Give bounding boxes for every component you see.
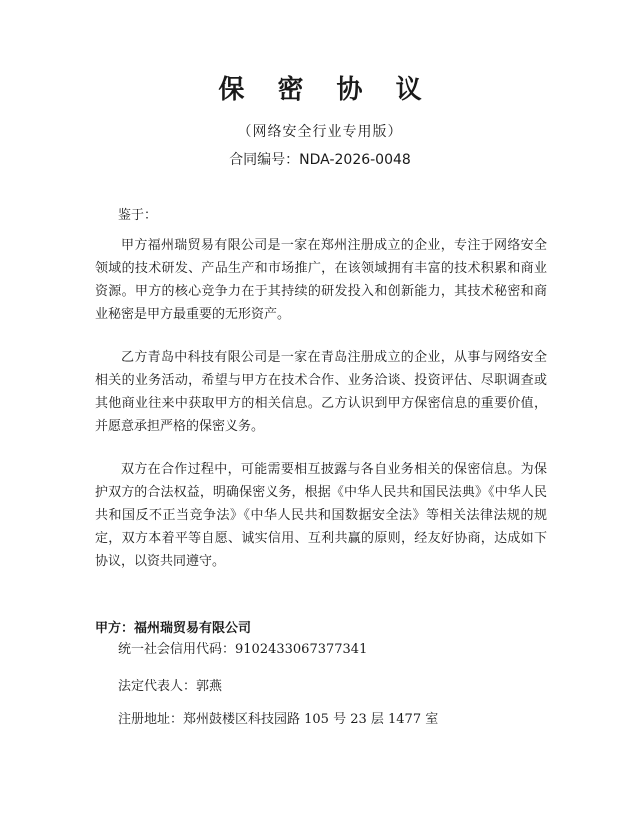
party-a-heading: 甲方：福州瑞贸易有限公司 — [95, 621, 252, 636]
paragraph-party-b-intro: 乙方青岛中科技有限公司是一家在青岛注册成立的企业，从事与网络安全相关的业务活动，希望与甲方在技术合作、业务洽谈、投资评估、尽职调查或其他商业往来中获取甲方的相关信息。乙方认识到甲方保密信息的重要价值，并愿意承担严格的保密义务。 — [95, 350, 547, 434]
party-a-address: 注册地址：郑州鼓楼区科技园路 105 号 23 层 1477 室 — [118, 712, 439, 727]
party-a-credit-code: 统一社会信用代码：9102433067377341 — [118, 642, 368, 657]
paragraph-party-a-intro: 甲方福州瑞贸易有限公司是一家在郑州注册成立的企业，专注于网络安全领域的技术研发、产品生产和市场推广，在该领域拥有丰富的技术积累和商业资源。甲方的核心竞争力在于其持续的研发投入和创新能力，其技术秘密和商业秘密是甲方最重要的无形资产。 — [95, 238, 547, 322]
document-subtitle: （网络安全行业专用版） — [237, 124, 403, 140]
document-title: 保 密 协 议 — [218, 75, 434, 105]
contract-number: 合同编号：NDA-2026-0048 — [229, 152, 411, 168]
whereas-heading: 鉴于： — [118, 208, 158, 223]
paragraph-purpose: 双方在合作过程中，可能需要相互披露与各自业务相关的保密信息。为保护双方的合法权益，明确保密义务，根据《中华人民共和国民法典》《中华人民共和国反不正当竞争法》《中华人民共和国数据安全法》等相关法律法规的规定，双方本着平等自愿、诚实信用、互利共赢的原则，经友好协商，达成如下协议，以资共同遵守。 — [95, 462, 547, 569]
party-a-representative: 法定代表人：郭燕 — [118, 679, 223, 694]
